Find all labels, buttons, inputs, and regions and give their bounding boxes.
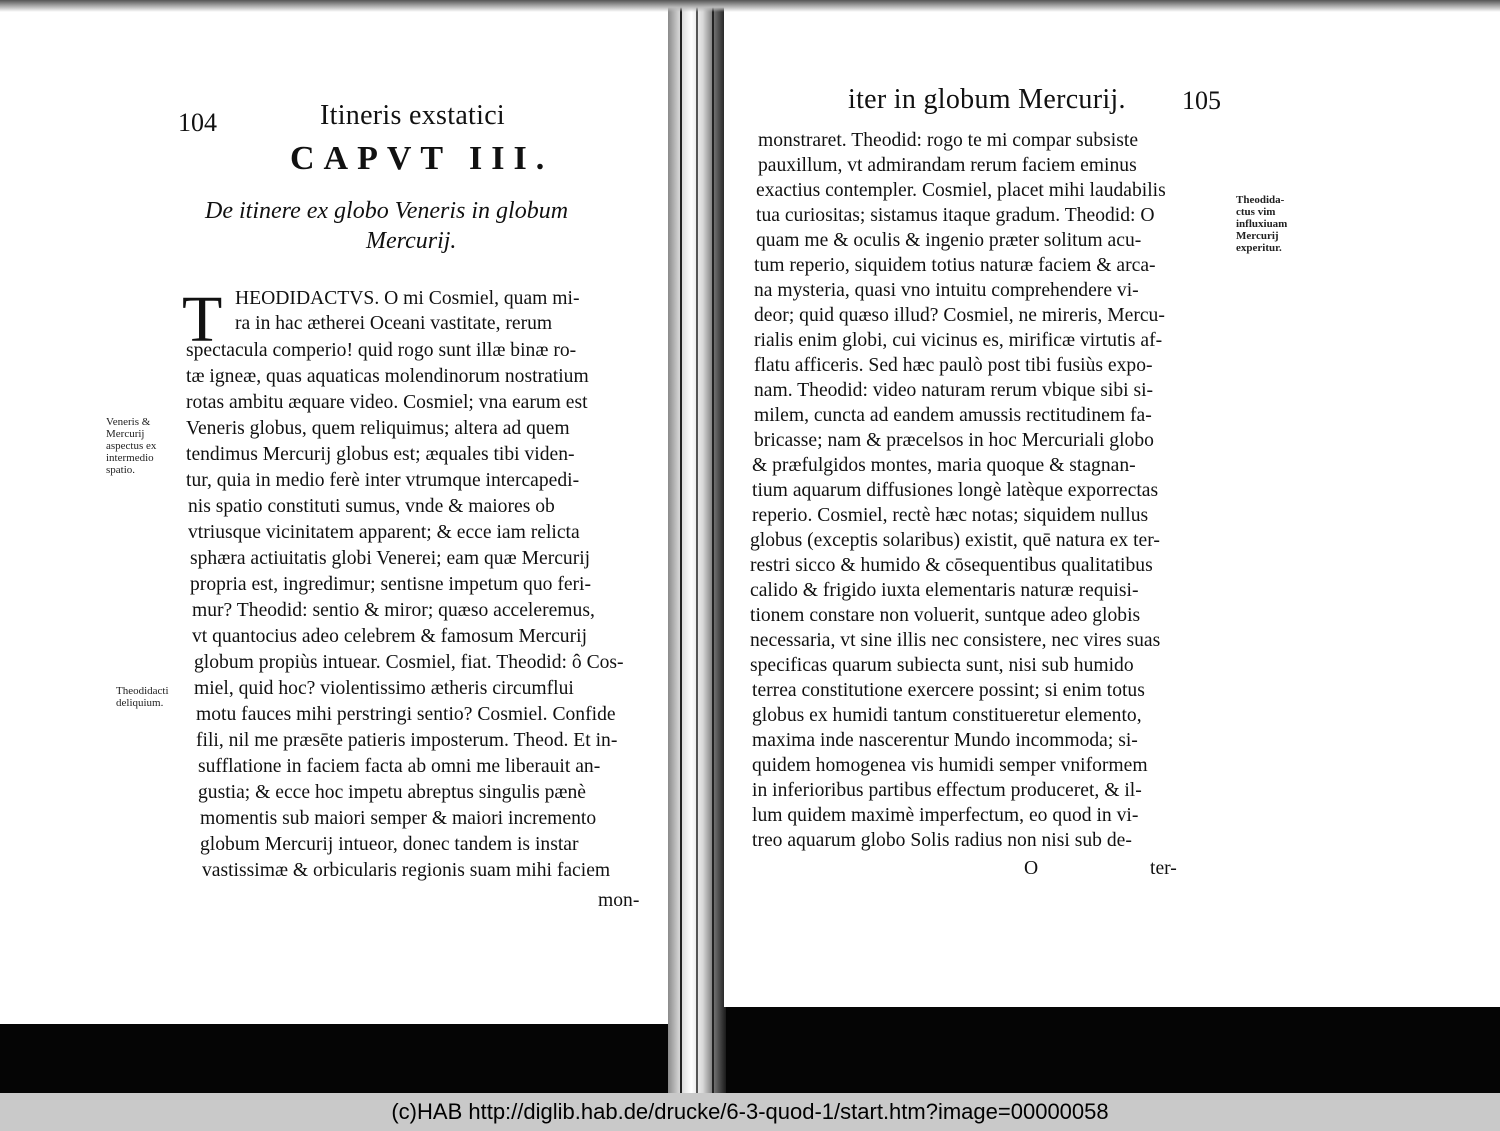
margin-note-line: intermedio — [106, 452, 154, 464]
margin-note-line: Theodida- — [1236, 194, 1285, 206]
text-line: monstraret. Theodid: rogo te mi compar subsiste — [758, 130, 1139, 151]
chapter-subtitle-line1: De itinere ex globo Veneris in globum — [205, 198, 569, 224]
text-line: ra in hac ætherei Oceani vastitate, rerum — [235, 313, 553, 334]
text-line: & præfulgidos montes, maria quoque & stagnan- — [752, 455, 1136, 476]
text-line: specificas quarum subiecta sunt, nisi sub humido — [750, 655, 1134, 676]
text-line: maxima inde nascerentur Mundo incommoda; si- — [752, 730, 1138, 751]
text-line: Veneris globus, quem reliquimus; altera ad quem — [186, 418, 570, 439]
margin-note-line: Mercurij — [1236, 230, 1279, 242]
text-line: tur, quia in medio ferè inter vtrumque intercapedi- — [186, 470, 580, 491]
left-page-number: 104 — [178, 108, 217, 137]
right-page-number: 105 — [1182, 86, 1221, 115]
margin-note-deliquium — [116, 685, 169, 709]
text-line: globum propiùs intuear. Cosmiel, fiat. Theodid: ô Cos- — [194, 652, 624, 673]
text-line: mur? Theodid: sentio & miror; quæso acceleremus, — [192, 600, 595, 621]
text-line: exactius contempler. Cosmiel, placet mihi laudabilis — [756, 180, 1166, 201]
catchword: ter- — [1150, 858, 1177, 879]
margin-note-venus-mercury — [106, 416, 156, 476]
text-line: propria est, ingredimur; sentisne impetum quo feri- — [190, 574, 592, 595]
text-line: tium aquarum diffusiones longè latèque exporrectas — [752, 480, 1159, 501]
copyright-text: (c)HAB http://diglib.hab.de/drucke/6-3-quod-1/start.htm?image=00000058 — [391, 1099, 1109, 1124]
text-line: calido & frigido iuxta elementaris naturæ requisi- — [750, 580, 1139, 601]
margin-note-line: Veneris & — [106, 416, 151, 428]
chapter-title: CAPVT III. — [290, 140, 554, 177]
margin-note-line: ctus vim — [1236, 206, 1276, 218]
text-line: rotas ambitu æquare video. Cosmiel; vna earum est — [186, 392, 588, 413]
text-line: vt quantocius adeo celebrem & famosum Mercurij — [192, 626, 588, 647]
text-line: quam me & oculis & ingenio præter solitum acu- — [756, 230, 1142, 251]
scan-top-edge — [0, 0, 1500, 12]
margin-note-line: Theodidacti — [116, 685, 169, 697]
left-running-head: Itineris exstatici — [320, 100, 506, 131]
left-page — [0, 0, 672, 1024]
signature-mark: O — [1024, 858, 1039, 879]
drop-cap: T — [182, 283, 223, 356]
margin-note-line: deliquium. — [116, 697, 164, 709]
text-line: terrea constitutione exercere possint; si enim totus — [752, 680, 1145, 701]
text-line: miel, quid hoc? violentissimo ætheris circumflui — [194, 678, 574, 699]
text-line: lum quidem maximè imperfectum, eo quod in vi- — [752, 805, 1139, 826]
text-line: gustia; & ecce hoc impetu abreptus singulis pænè — [198, 782, 586, 803]
text-line: milem, cuncta ad eandem amussis rectitudinem fa- — [754, 405, 1152, 426]
right-running-head: iter in globum Mercurij. — [848, 84, 1126, 115]
text-line: na mysteria, quasi vno intuitu comprehendere vi- — [754, 280, 1139, 301]
text-line: tionem constare non voluerit, suntque adeo globis — [750, 605, 1141, 626]
text-line: in inferioribus partibus effectum produceret, & il- — [752, 780, 1142, 801]
text-line: restri sicco & humido & cōsequentibus qualitatibus — [750, 555, 1153, 576]
text-line: nis spatio constituti sumus, vnde & maiores ob — [188, 496, 555, 517]
margin-note-line: aspectus ex — [106, 440, 157, 452]
copyright-footer — [0, 1093, 1500, 1131]
text-line: globus ex humidi tantum constitueretur elemento, — [752, 705, 1142, 726]
margin-note-line: influxiuam — [1236, 218, 1288, 230]
text-line: fili, nil me præsēte patieris imposterum. Theod. Et in- — [196, 730, 618, 751]
right-page — [724, 0, 1500, 1007]
margin-note-line: spatio. — [106, 464, 136, 476]
margin-note-line: Mercurij — [106, 428, 145, 440]
text-line: nam. Theodid: video naturam rerum vbique sibi si- — [754, 380, 1154, 401]
text-line: pauxillum, vt admirandam rerum faciem eminus — [758, 155, 1137, 176]
catchword: mon- — [598, 890, 640, 911]
text-line: vtriusque vicinitatem apparent; & ecce iam relicta — [188, 522, 580, 543]
text-line: vastissimæ & orbicularis regionis suam mihi faciem — [202, 860, 611, 881]
book-gutter — [668, 0, 726, 1093]
text-line: momentis sub maiori semper & maiori incremento — [200, 808, 597, 829]
text-line: HEODIDACTVS. O mi Cosmiel, quam mi- — [235, 288, 580, 309]
margin-note-influx — [1236, 194, 1287, 254]
text-line: globum Mercurij intueor, donec tandem is instar — [200, 834, 579, 855]
text-line: globus (exceptis solaribus) existit, quē natura ex ter- — [750, 530, 1160, 551]
text-line: tendimus Mercurij globus est; æquales tibi viden- — [186, 444, 575, 465]
text-line: necessaria, vt sine illis nec consistere, nec vires suas — [750, 630, 1161, 651]
margin-note-line: experitur. — [1236, 242, 1282, 254]
text-line: reperio. Cosmiel, rectè hæc notas; siquidem nullus — [752, 505, 1149, 526]
right-body-text — [724, 0, 1500, 1007]
text-line: tum reperio, siquidem totius naturæ faciem & arca- — [754, 255, 1156, 276]
text-line: sphæra actiuitatis globi Venerei; eam quæ Mercurij — [190, 548, 591, 569]
chapter-subtitle-line2: Mercurij. — [366, 228, 457, 254]
text-line: spectacula comperio! quid rogo sunt illæ binæ ro- — [186, 340, 577, 361]
text-line: bricasse; nam & præcelsos in hoc Mercuriali globo — [754, 430, 1154, 451]
text-line: quidem homogenea vis humidi semper vniformem — [752, 755, 1148, 776]
text-line: motu fauces mihi perstringi sentio? Cosmiel. Confide — [196, 704, 616, 725]
text-line: rialis enim globi, cui vicinus es, mirificæ virtutis af- — [754, 330, 1163, 351]
text-line: flatu afficeris. Sed hæc paulò post tibi fusiùs expo- — [754, 355, 1153, 376]
text-line: tua curiositas; sistamus itaque gradum. Theodid: O — [756, 205, 1155, 226]
left-body-text — [0, 0, 672, 1024]
text-line: tæ igneæ, quas aquaticas molendinorum nostratium — [186, 366, 589, 387]
text-line: sufflatione in faciem facta ab omni me liberauit an- — [198, 756, 601, 777]
text-line: treo aquarum globo Solis radius non nisi sub de- — [752, 830, 1132, 851]
text-line: deor; quid quæso illud? Cosmiel, ne mireris, Mercu- — [754, 305, 1165, 326]
